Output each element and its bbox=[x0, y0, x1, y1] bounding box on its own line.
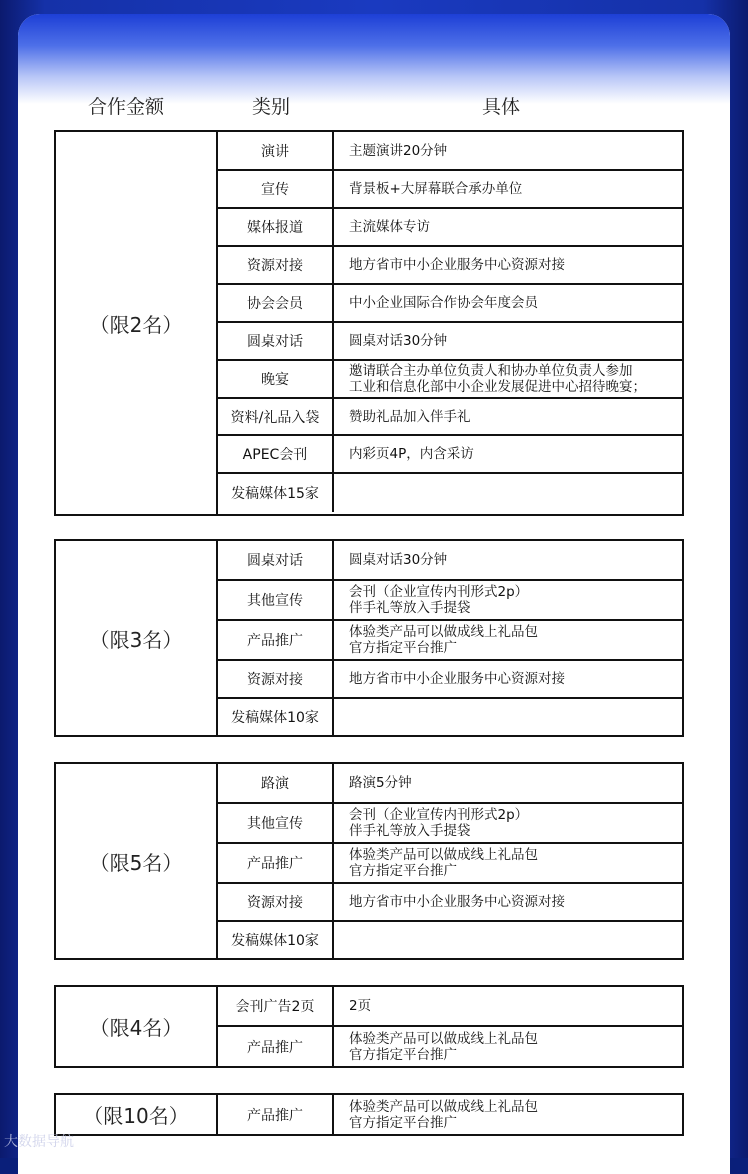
table-row bbox=[218, 541, 682, 581]
row-detail: 2页 bbox=[349, 998, 372, 1014]
row-category: 圆桌对话 bbox=[218, 323, 334, 359]
row-category: 产品推广 bbox=[218, 1095, 334, 1134]
table-row bbox=[218, 132, 682, 171]
tier-group-1 bbox=[54, 130, 684, 516]
row-detail: 体验类产品可以做成线上礼品包 bbox=[349, 1098, 538, 1115]
row-detail: 体验类产品可以做成线上礼品包 bbox=[349, 624, 538, 640]
row-detail: 工业和信息化部中小企业发展促进中心招待晚宴； bbox=[349, 379, 646, 395]
tier-group-4 bbox=[54, 985, 684, 1068]
row-category: 产品推广 bbox=[218, 621, 334, 659]
row-detail: 官方指定平台推广 bbox=[349, 1114, 457, 1131]
row-category: 资源对接 bbox=[218, 884, 334, 920]
row-detail: 会刊（企业宣传内刊形式2p） bbox=[349, 584, 529, 600]
row-category: 其他宣传 bbox=[218, 804, 334, 842]
row-detail: 路演5分钟 bbox=[349, 775, 412, 791]
table-row bbox=[218, 699, 682, 735]
table-row bbox=[218, 804, 682, 844]
row-detail: 体验类产品可以做成线上礼品包 bbox=[349, 847, 538, 863]
row-category: 资源对接 bbox=[218, 247, 334, 283]
table-row bbox=[218, 361, 682, 399]
row-detail: 伴手礼等放入手提袋 bbox=[349, 600, 471, 616]
table-row bbox=[218, 247, 682, 285]
table-row bbox=[218, 285, 682, 323]
card-header-glow bbox=[18, 14, 730, 104]
table-row bbox=[218, 209, 682, 247]
row-category: 晚宴 bbox=[218, 361, 334, 397]
table-row bbox=[218, 884, 682, 922]
row-detail: 主流媒体专访 bbox=[349, 219, 430, 235]
row-category: 其他宣传 bbox=[218, 581, 334, 619]
row-category: 发稿媒体15家 bbox=[218, 474, 334, 512]
tier-group-5 bbox=[54, 1093, 684, 1136]
row-category: 路演 bbox=[218, 764, 334, 802]
row-detail: 圆桌对话30分钟 bbox=[349, 552, 448, 568]
row-category: 宣传 bbox=[218, 171, 334, 207]
table-row bbox=[218, 764, 682, 804]
table-row bbox=[218, 399, 682, 436]
header-amount: 合作金额 bbox=[88, 96, 165, 118]
header-category: 类别 bbox=[252, 96, 291, 118]
row-category: 资源对接 bbox=[218, 661, 334, 697]
row-category: 发稿媒体10家 bbox=[218, 699, 334, 735]
row-category: APEC会刊 bbox=[218, 436, 334, 472]
tier-group-2 bbox=[54, 539, 684, 737]
row-detail: 官方指定平台推广 bbox=[349, 640, 457, 656]
row-detail: 会刊（企业宣传内刊形式2p） bbox=[349, 807, 529, 823]
table-row bbox=[218, 171, 682, 209]
table-row bbox=[218, 661, 682, 699]
row-detail: 中小企业国际合作协会年度会员 bbox=[349, 295, 538, 311]
row-detail: 邀请联合主办单位负责人和协办单位负责人参加 bbox=[349, 363, 633, 379]
table-row bbox=[218, 436, 682, 474]
table-row bbox=[218, 1095, 682, 1134]
row-detail: 官方指定平台推广 bbox=[349, 863, 457, 879]
tier-group-3 bbox=[54, 762, 684, 960]
row-detail: 圆桌对话30分钟 bbox=[349, 333, 448, 349]
table-row bbox=[218, 1027, 682, 1066]
table-row bbox=[218, 987, 682, 1027]
tier-limit: （限2名） bbox=[56, 132, 218, 514]
row-detail: 背景板+大屏幕联合承办单位 bbox=[349, 181, 523, 197]
row-category: 媒体报道 bbox=[218, 209, 334, 245]
row-detail: 地方省市中小企业服务中心资源对接 bbox=[349, 894, 565, 910]
table-row bbox=[218, 922, 682, 958]
header-detail: 具体 bbox=[482, 96, 521, 118]
row-category: 圆桌对话 bbox=[218, 541, 334, 579]
tier-limit: （限10名） bbox=[56, 1095, 218, 1134]
row-category: 演讲 bbox=[218, 132, 334, 169]
row-detail: 官方指定平台推广 bbox=[349, 1046, 457, 1063]
watermark: 大数据导航 bbox=[4, 1134, 74, 1150]
table-row bbox=[218, 844, 682, 884]
row-detail: 内彩页4P，内含采访 bbox=[349, 446, 474, 462]
tier-limit: （限3名） bbox=[56, 541, 218, 735]
tier-limit: （限4名） bbox=[56, 987, 218, 1066]
row-category: 资料/礼品入袋 bbox=[218, 399, 334, 434]
table-row bbox=[218, 323, 682, 361]
table-row bbox=[218, 581, 682, 621]
row-detail: 赞助礼品加入伴手礼 bbox=[349, 408, 471, 425]
row-detail: 伴手礼等放入手提袋 bbox=[349, 823, 471, 839]
row-detail: 体验类产品可以做成线上礼品包 bbox=[349, 1030, 538, 1047]
row-detail: 地方省市中小企业服务中心资源对接 bbox=[349, 257, 565, 273]
table-row bbox=[218, 474, 682, 512]
table-row bbox=[218, 621, 682, 661]
row-detail: 主题演讲20分钟 bbox=[349, 142, 448, 159]
row-category: 产品推广 bbox=[218, 1027, 334, 1066]
row-category: 协会会员 bbox=[218, 285, 334, 321]
row-category: 发稿媒体10家 bbox=[218, 922, 334, 958]
row-detail: 地方省市中小企业服务中心资源对接 bbox=[349, 671, 565, 687]
table-header bbox=[0, 92, 748, 124]
row-category: 产品推广 bbox=[218, 844, 334, 882]
tier-limit: （限5名） bbox=[56, 764, 218, 958]
row-category: 会刊广告2页 bbox=[218, 987, 334, 1025]
